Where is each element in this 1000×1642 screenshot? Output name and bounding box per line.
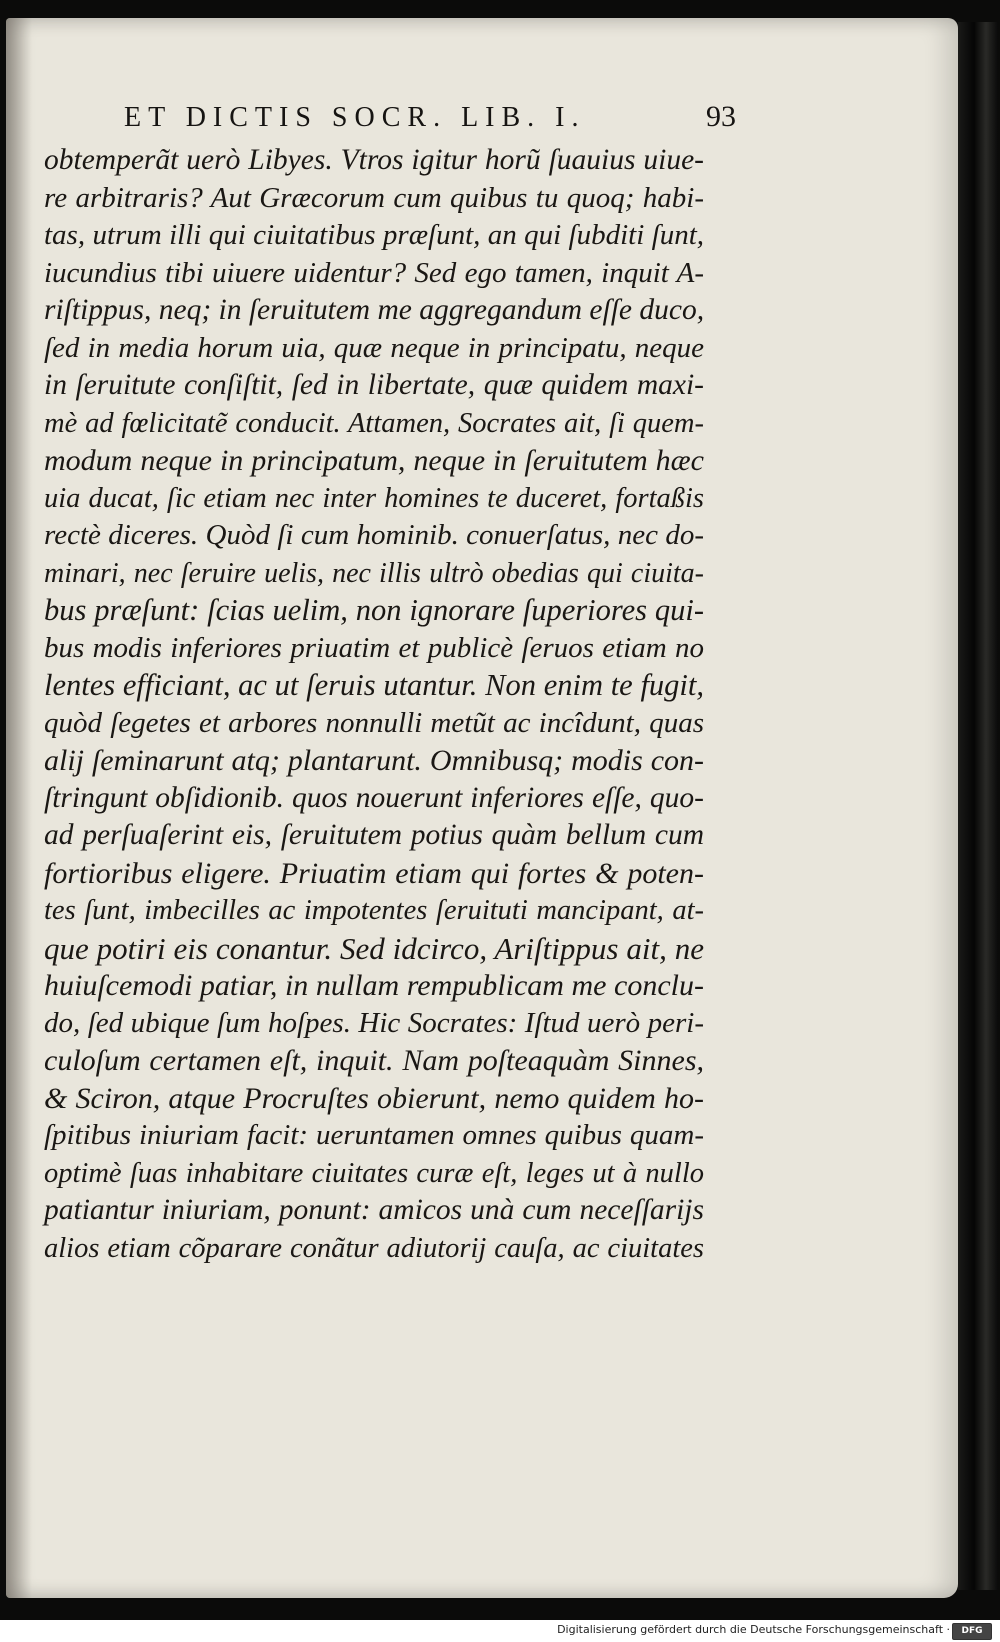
text-line: obtemperãt uerò Libyes. Vtros igitur horũ ſuauius uiue- xyxy=(44,144,704,176)
text-line: iucundius tibi uiuere uidentur? Sed ego tamen, inquit A- xyxy=(44,256,704,289)
text-line: que potiri eis conantur. Sed idcirco, Ariſtippus ait, ne xyxy=(44,930,704,966)
text-line: bus præſunt: ſcias uelim, non ignorare ſuperiores qui- xyxy=(44,593,704,627)
text-line: fortioribus eligere. Priuatim etiam qui fortes & poten- xyxy=(44,856,704,890)
text-line: modum neque in principatum, neque in ſeruitutem hæc xyxy=(44,444,704,477)
text-block xyxy=(44,142,704,1267)
text-line: in ſeruitute conſiſtit, ſed in libertate, quæ quidem maxi- xyxy=(44,369,704,401)
text-line: bus modis inferiores priuatim et publicè ſeruos etiam no xyxy=(44,631,704,664)
text-line: minari, nec ſeruire uelis, nec illis ultrò obedias qui ciuita- xyxy=(44,557,704,589)
text-line: tas, utrum illi qui ciuitatibus præſunt, an qui ſubditi ſunt, xyxy=(44,219,704,251)
text-line: ſed in media horum uia, quæ neque in principatu, neque xyxy=(44,331,704,364)
text-line: culoſum certamen eſt, inquit. Nam poſteaquàm Sinnes, xyxy=(44,1044,704,1077)
text-line: mè ad fœlicitatẽ conducit. Attamen, Socrates ait, ſi quem- xyxy=(44,407,704,439)
text-line: alios etiam cõparare conãtur adiutorij cauſa, ac ciuitates xyxy=(44,1232,704,1264)
text-line: ſpitibus iniuriam facit: ueruntamen omnes quibus quam- xyxy=(44,1119,704,1151)
dfg-logo: DFG xyxy=(952,1623,992,1640)
digitization-credit: Digitalisierung gefördert durch die Deutsche Forschungsgemeinschaft · xyxy=(557,1623,950,1636)
text-line: & Sciron, atque Procruſtes obierunt, nemo quidem ho- xyxy=(44,1081,704,1115)
text-line: alij ſeminarunt atq; plantarunt. Omnibusq; modis con- xyxy=(44,744,704,777)
text-line: ſtringunt obſidionib. quos nouerunt inferiores eſſe, quo- xyxy=(44,781,704,814)
running-head-title: ET DICTIS SOCR. LIB. I. xyxy=(124,102,586,133)
text-line: patiantur iniuriam, ponunt: amicos unà cum neceſſarijs xyxy=(44,1194,704,1226)
text-line: ad perſuaſerint eis, ſeruitutem potius quàm bellum cum xyxy=(44,819,704,851)
text-line: quòd ſegetes et arbores nonnulli metũt ac incîdunt, quas xyxy=(44,706,704,739)
text-line: optimè ſuas inhabitare ciuitates curæ eſt, leges ut à nullo xyxy=(44,1157,704,1189)
page-number: 93 xyxy=(706,100,736,133)
text-line: lentes efficiant, ac ut ſeruis utantur. Non enim te fugit, xyxy=(44,668,704,702)
book-page xyxy=(6,18,958,1598)
text-line: uia ducat, ſic etiam nec inter homines te duceret, fortaßis xyxy=(44,482,704,514)
text-line: rectè diceres. Quòd ſi cum hominib. conuerſatus, nec do- xyxy=(44,519,704,551)
gutter-shadow xyxy=(6,18,32,1598)
page-edge xyxy=(958,22,998,1590)
text-line: tes ſunt, imbecilles ac impotentes ſeruituti mancipant, at- xyxy=(44,895,704,926)
text-line: do, ſed ubique ſum hoſpes. Hic Socrates: Iſtud uerò peri- xyxy=(44,1006,704,1039)
running-header xyxy=(124,100,736,134)
text-line: huiuſcemodi patiar, in nullam rempublicam me conclu- xyxy=(44,969,704,1002)
text-line: riſtippus, neq; in ſeruitutem me aggregandum eſſe duco, xyxy=(44,294,705,326)
text-line: re arbitraris? Aut Græcorum cum quibus tu quoq; habi- xyxy=(44,181,704,214)
footer-bar xyxy=(0,1620,1000,1642)
